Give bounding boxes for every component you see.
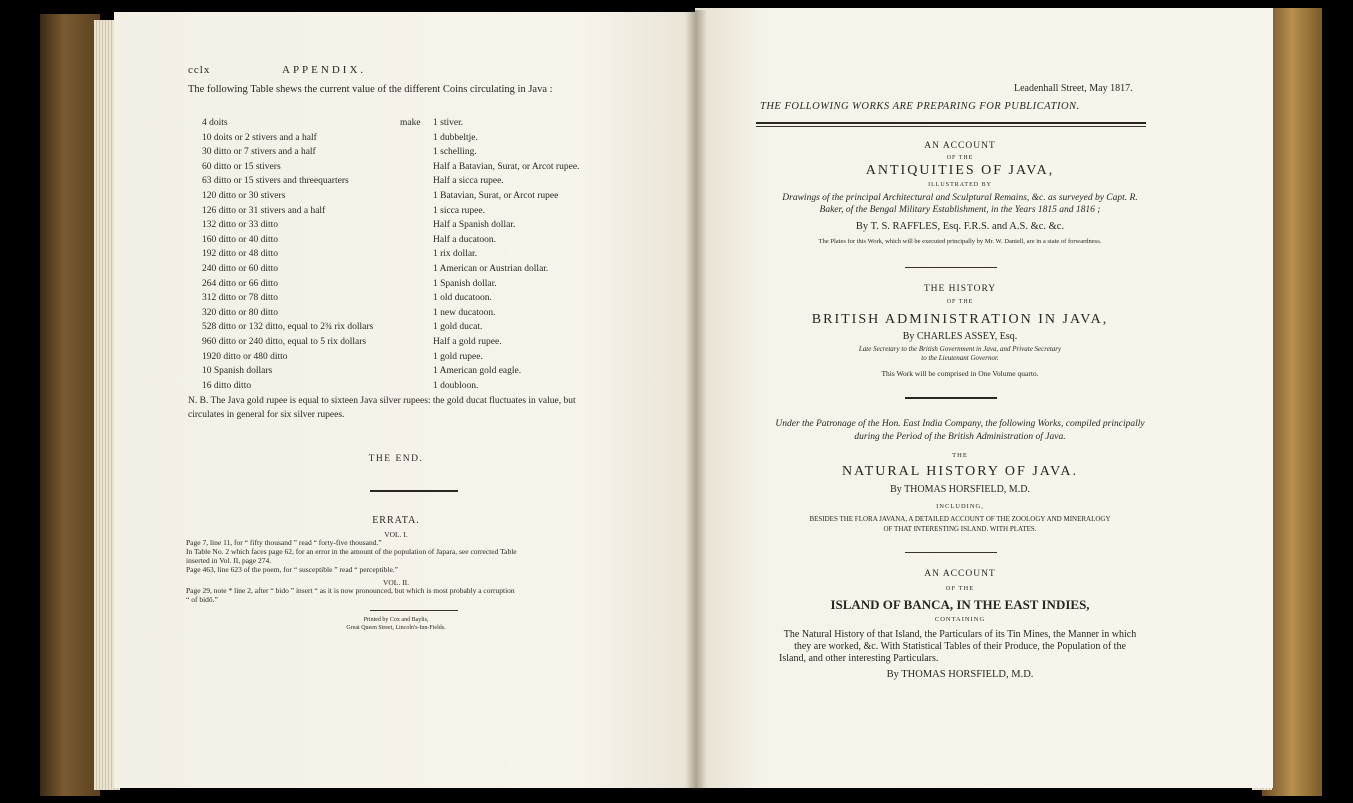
work3-desc-2: OF THAT INTERESTING ISLAND. WITH PLATES. — [883, 525, 1037, 533]
work4-kicker: AN ACCOUNT — [924, 569, 996, 579]
make-label: make — [400, 118, 421, 128]
coin-row-lhs: 10 doits or 2 stivers and a half — [202, 132, 317, 143]
coin-table-row — [188, 352, 618, 366]
printer-line-1: Printed by Cox and Baylis, — [363, 617, 429, 623]
work3-title: NATURAL HISTORY OF JAVA. — [841, 464, 1078, 479]
coin-row-lhs: 10 Spanish dollars — [202, 366, 273, 377]
errata-line: Page 29, note * line 2, after “ bido ” insert “ as it is now pronounced, but which is most probably a corruption — [186, 586, 515, 595]
coin-table-row — [188, 176, 618, 190]
coin-table-row — [188, 191, 618, 205]
coin-table-row — [188, 308, 618, 322]
work2-note: This Work will be comprised in One Volume quarto. — [881, 369, 1039, 378]
printer-line-2: Great Queen Street, Lincoln's-Inn-Fields. — [346, 625, 446, 631]
work1-desc-1: Drawings of the principal Architectural and Sculptural Remains, &c. as surveyed by Capt. R. — [782, 193, 1138, 203]
running-title: APPENDIX. — [282, 64, 367, 76]
coin-table-row — [188, 293, 618, 307]
coin-row-rhs: Half a ducatoon. — [433, 234, 497, 245]
coin-row-rhs: 1 stiver. — [433, 118, 464, 128]
coin-row-rhs: 1 gold rupee. — [433, 351, 483, 362]
coin-row-lhs: 30 ditto or 7 stivers and a half — [202, 147, 316, 158]
coin-table-row — [188, 147, 618, 161]
coin-row-lhs: 132 ditto or 33 ditto — [202, 220, 278, 231]
coin-row-rhs: 1 schelling. — [433, 147, 477, 158]
coin-row-lhs: 192 ditto or 48 ditto — [202, 249, 278, 260]
coin-row-rhs: 1 American or Austrian dollar. — [433, 264, 549, 274]
divider-rule — [370, 610, 458, 611]
nota-bene: N. B. The Java gold rupee is equal to sixteen Java silver rupees: the gold ducat fluctuates in value, but circulates in general for six silver rupees. — [188, 396, 576, 420]
coin-row-rhs: 1 American gold eagle. — [433, 366, 522, 377]
coin-row-lhs: 16 ditto ditto — [202, 380, 252, 391]
work4-author: By THOMAS HORSFIELD, M.D. — [886, 669, 1034, 680]
page-number: cclx — [188, 64, 211, 76]
errata-line: Page 7, line 11, for “ fifty thousand ” read “ forty-five thousand.” — [186, 538, 382, 547]
coin-table-row — [188, 162, 618, 176]
work4-containing: CONTAINING — [934, 616, 986, 623]
errata-line: Page 463, line 623 of the poem, for “ susceptible ” read “ perceptible.” — [186, 565, 399, 574]
work4-desc-2: they are worked, &c. With Statistical Tables of their Produce, the Population of the — [794, 641, 1126, 652]
errata-title: ERRATA. — [372, 515, 420, 526]
coin-row-lhs: 120 ditto or 30 stivers — [202, 191, 286, 201]
coin-row-rhs: 1 doubloon. — [433, 380, 479, 391]
coin-row-lhs: 320 ditto or 80 ditto — [202, 307, 278, 318]
coin-row-rhs: Half a Spanish dollar. — [433, 220, 516, 231]
coin-row-lhs: 63 ditto or 15 stivers and threequarters — [202, 176, 349, 187]
coin-row-rhs: 1 rix dollar. — [433, 249, 478, 260]
coin-table-row — [188, 118, 618, 132]
intro-paragraph: The following Table shews the current value of the different Coins circulating in Java : — [188, 84, 553, 95]
work1-title: ANTIQUITIES OF JAVA, — [865, 163, 1055, 178]
work2-role-2: to the Lieutenant Governor. — [921, 354, 999, 362]
work2-title: BRITISH ADMINISTRATION IN JAVA, — [811, 312, 1109, 327]
work2-kicker: THE HISTORY — [923, 284, 997, 294]
section-rule — [905, 397, 997, 399]
coin-row-lhs: 60 ditto or 15 stivers — [202, 161, 281, 172]
coin-row-lhs: 960 ditto or 240 ditto, equal to 5 rix dollars — [202, 337, 367, 347]
coin-table-row — [188, 264, 618, 278]
work2-of-the: OF THE — [946, 299, 974, 305]
coin-row-lhs: 528 ditto or 132 ditto, equal to 2¾ rix dollars — [202, 322, 374, 333]
errata-vol-1: VOL. I. — [384, 530, 408, 539]
section-rule — [905, 552, 997, 553]
coin-table-row — [188, 279, 618, 293]
patronage-line-2: during the Period of the British Administration of Java. — [854, 432, 1066, 442]
coin-row-rhs: Half a gold rupee. — [433, 337, 502, 347]
heading-rule — [756, 122, 1146, 124]
errata-line: “ of bidŏ.” — [186, 595, 218, 604]
divider-rule — [370, 490, 458, 492]
works-heading: THE FOLLOWING WORKS ARE PREPARING FOR PUBLICATION. — [760, 101, 1080, 112]
coin-row-rhs: 1 new ducatoon. — [433, 307, 496, 318]
errata-line: In Table No. 2 which faces page 62, for an error in the amount of the population of Japara, see corrected Table — [186, 547, 517, 556]
coin-row-lhs: 4 doits — [202, 118, 228, 128]
coin-row-rhs: 1 old ducatoon. — [433, 293, 492, 304]
patronage-line-1: Under the Patronage of the Hon. East India Company, the following Works, compiled principally — [775, 419, 1145, 429]
errata-vol-2: VOL. II. — [382, 578, 410, 587]
coin-row-lhs: 264 ditto or 66 ditto — [202, 278, 278, 289]
coin-row-rhs: 1 Batavian, Surat, or Arcot rupee — [433, 191, 559, 201]
coin-table-row — [188, 337, 618, 351]
coin-table-row — [188, 381, 618, 395]
work4-desc-3: Island, and other interesting Particulars. — [779, 653, 939, 664]
coin-row-lhs: 1920 ditto or 480 ditto — [202, 351, 288, 362]
work3-the: THE — [952, 452, 968, 459]
coin-row-lhs: 312 ditto or 78 ditto — [202, 293, 278, 304]
coin-row-rhs: 1 gold ducat. — [433, 322, 483, 333]
coin-table-row — [188, 206, 618, 220]
coin-table-row — [188, 249, 618, 263]
work1-note: The Plates for this Work, which will be executed principally by Mr. W. Daniell, are in a state of forwardness. — [818, 238, 1102, 245]
coin-table-row — [188, 220, 618, 234]
coin-row-rhs: Half a sicca rupee. — [433, 176, 504, 187]
coin-table-row — [188, 133, 618, 147]
heading-rule — [756, 126, 1146, 127]
work3-desc-1: BESIDES THE FLORA JAVANA, A DETAILED ACCOUNT OF THE ZOOLOGY AND MINERALOGY — [809, 515, 1111, 523]
book-cover-left — [40, 14, 100, 796]
work3-author: By THOMAS HORSFIELD, M.D. — [890, 484, 1030, 495]
work2-role-1: Late Secretary to the British Government in Java, and Private Secretary — [858, 345, 1062, 353]
work2-author: By CHARLES ASSEY, Esq. — [902, 331, 1018, 342]
errata-line: inserted in Vol. II, page 274. — [186, 556, 272, 565]
work1-desc-2: Baker, of the Bengal Military Establishment, in the Years 1815 and 1816 ; — [819, 205, 1101, 215]
coin-row-lhs: 126 ditto or 31 stivers and a half — [202, 205, 326, 216]
coin-row-lhs: 240 ditto or 60 ditto — [202, 264, 278, 274]
coin-row-rhs: 1 sicca rupee. — [433, 205, 485, 216]
work1-author: By T. S. RAFFLES, Esq. F.R.S. and A.S. &c. &c. — [855, 221, 1065, 232]
work3-including: INCLUDING, — [936, 503, 984, 510]
work1-kicker: AN ACCOUNT — [924, 141, 996, 151]
dateline: Leadenhall Street, May 1817. — [1014, 83, 1133, 94]
work4-title: ISLAND OF BANCA, IN THE EAST INDIES, — [830, 597, 1090, 612]
section-rule — [905, 267, 997, 268]
coin-row-rhs: 1 dubbeltje. — [433, 132, 478, 143]
coin-table-row — [188, 235, 618, 249]
work1-of-the: OF THE — [946, 155, 974, 161]
the-end: THE END. — [368, 454, 424, 464]
work4-of-the: OF THE — [945, 585, 975, 592]
work4-desc-1: The Natural History of that Island, the Particulars of its Tin Mines, the Manner in which — [783, 629, 1137, 640]
coin-table-row — [188, 322, 618, 336]
work1-illustrated: ILLUSTRATED BY — [928, 182, 992, 188]
coin-table-row — [188, 366, 618, 380]
coin-row-rhs: 1 Spanish dollar. — [433, 278, 497, 289]
coin-row-lhs: 160 ditto or 40 ditto — [202, 234, 278, 245]
coin-row-rhs: Half a Batavian, Surat, or Arcot rupee. — [433, 161, 580, 172]
